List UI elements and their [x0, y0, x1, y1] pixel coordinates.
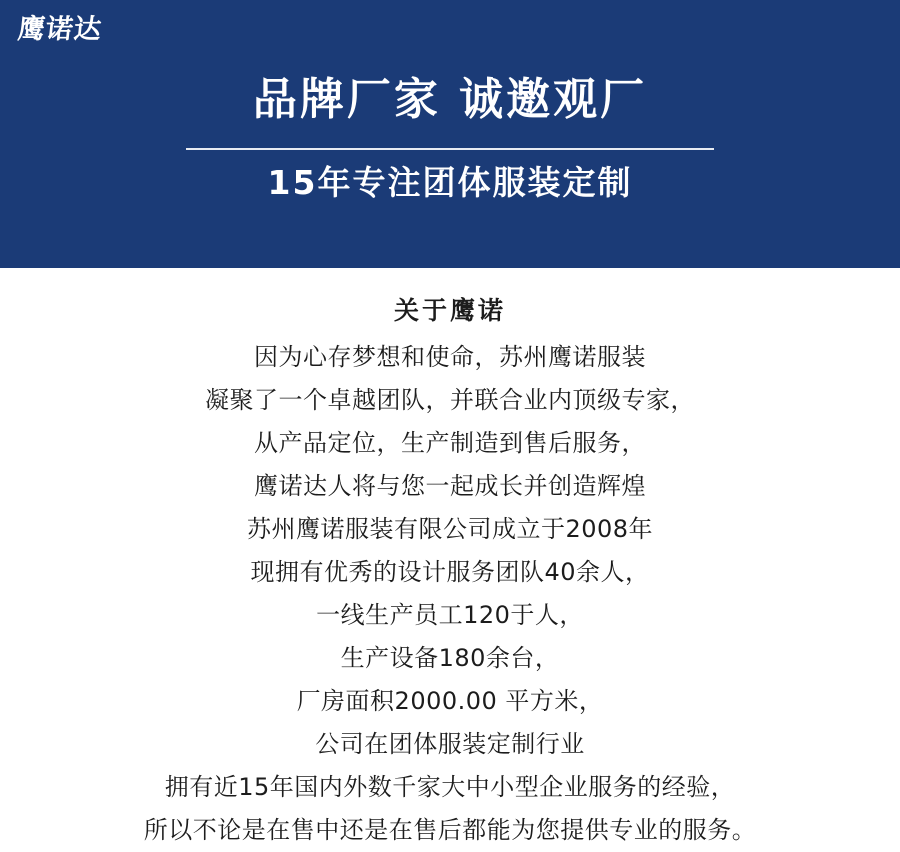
about-line: 一线生产员工120于人， — [316, 601, 584, 629]
about-line: 苏州鹰诺服装有限公司成立于2008年 — [246, 515, 654, 543]
about-section — [0, 268, 900, 852]
about-heading: 关于鹰诺 — [393, 296, 506, 325]
banner — [0, 0, 900, 268]
banner-title: 品牌厂家 诚邀观厂 — [252, 74, 648, 125]
about-line: 现拥有优秀的设计服务团队40余人， — [250, 558, 650, 586]
banner-divider — [186, 148, 714, 150]
brand-logo-text: 鹰诺达 — [16, 14, 104, 44]
about-line: 所以不论是在售中还是在售后都能为您提供专业的服务。 — [143, 816, 757, 844]
brand-logo — [18, 14, 128, 62]
about-line: 公司在团体服装定制行业 — [315, 730, 585, 758]
about-line: 鹰诺达人将与您一起成长并创造辉煌 — [254, 472, 646, 500]
about-line: 厂房面积2000.00 平方米， — [296, 687, 604, 715]
about-body — [0, 336, 900, 852]
about-line: 生产设备180余台， — [340, 644, 560, 672]
banner-subtitle: 15年专注团体服装定制 — [267, 163, 633, 202]
about-line: 拥有近15年国内外数千家大中小型企业服务的经验， — [164, 773, 736, 801]
about-line: 因为心存梦想和使命，苏州鹰诺服装 — [254, 343, 646, 371]
about-line: 凝聚了一个卓越团队，并联合业内顶级专家， — [205, 386, 695, 414]
about-line: 从产品定位，生产制造到售后服务， — [254, 429, 646, 457]
